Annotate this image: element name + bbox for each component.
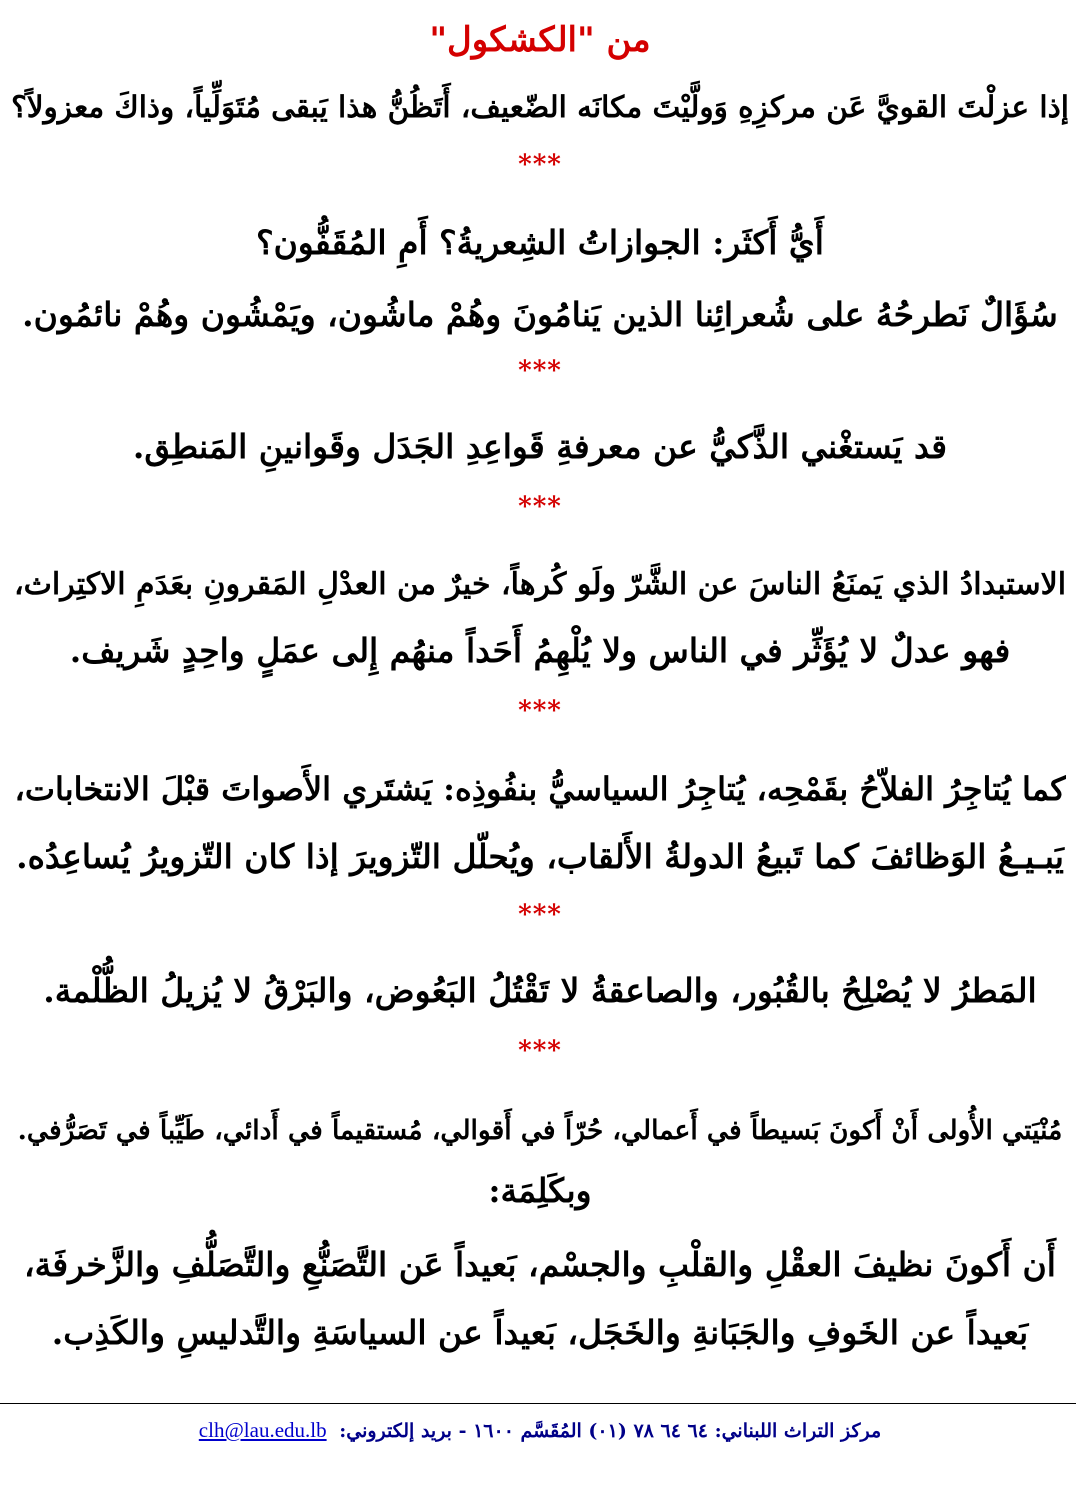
footer-email-link[interactable]: clh@lau.edu.lb <box>198 1418 327 1442</box>
paragraph-7-line-2: وبكَلِمَة: <box>488 1171 592 1210</box>
paragraph-3-line-1: قد يَستغْني الذَّكيُّ عن معرفةِ قَواعِدِ الجَدَل وقَوانينِ المَنطِق. <box>132 427 948 466</box>
footer <box>0 1414 1080 1447</box>
paragraph-2-line-2: سُؤَالٌ نَطرحُهُ على شُعرائِنا الذين يَنامُونَ وهُمْ ماشُون، ويَمْشُون وهُمْ نائمُون. <box>22 295 1058 334</box>
paragraph-5-line-1: كما يُتاجِرُ الفلاّحُ بقَمْحِه، يُتاجِرُ السياسيُّ بنفُوذِه: يَشتَري الأَصواتَ قبْلَ الانتخابات، <box>14 770 1066 808</box>
paragraph-4-line-2: فهو عدلٌ لا يُؤَثِّر في الناس ولا يُلْهِمُ أَحَداً منهُم إِلى عمَلٍ واحِدٍ شَريف. <box>69 631 1011 670</box>
paragraph-7-line-4: بَعيداً عن الخَوفِ والجَبَانةِ والخَجَل، بَعيداً عن السياسَةِ والتَّدليسِ والكَذِب. <box>51 1313 1029 1352</box>
paragraph-6-line-1: المَطرُ لا يُصْلِحُ بالقُبُور، والصاعقةُ لا تَقْتُلُ البَعُوض، والبَرْقُ لا يُزيلُ الظُّلْمة. <box>43 971 1037 1010</box>
separator-2: *** <box>518 356 562 386</box>
paragraph-1-line-1: إذا عزلْتَ القويَّ عَن مركزِهِ وَولَّيْتَ مكانَه الضّعيف، أَتَظُنُّ هذا يَبقى مُتَوَلِّياً، وذاكَ معزولاً؟ <box>11 89 1069 124</box>
paragraph-4-line-1: الاستبدادُ الذي يَمنَعُ الناسَ عن الشَّرّ ولَو كُرهاً، خيرٌ من العدْلِ المَقرونِ بعَدَمِ الاكتِراث، <box>13 567 1067 602</box>
separator-5: *** <box>518 900 562 930</box>
separator-4: *** <box>518 696 562 726</box>
footer-contact-text: مركز التراث اللبناني: ٦٤ ٦٤ ٧٨ (٠١) المُقَسَّم ١٦٠٠ - بريد إلكتروني: <box>339 1420 882 1442</box>
separator-3: *** <box>518 492 562 522</box>
document-title: من "الكشكول" <box>429 20 651 60</box>
paragraph-7-line-1: مُنْيَتي الأُولى أَنْ أَكونَ بَسيطاً في أَعمالي، حُرّاً في أَقوالي، مُستقيماً في أَدائي، طَيِّباً في تَصَرُّفي. <box>17 1115 1063 1146</box>
paragraph-7-line-3: أَن أَكونَ نظيفَ العقْلِ والقلْبِ والجسْم، بَعيداً عَن التَّصَنُّعِ والتَّصَلُّفِ والزَّخرفَة، <box>24 1245 1056 1284</box>
separator-6: *** <box>518 1036 562 1066</box>
footer-divider <box>0 1403 1076 1404</box>
paragraph-5-line-2: يَبـيـعُ الوَظائفَ كما تَبيعُ الدولةُ الأَلقاب، ويُحلّل التّزويرَ إذا كان التّزويرُ يُساعِدُه. <box>16 837 1064 876</box>
paragraph-2-line-1: أَيُّ أَكثَر: الجوازاتُ الشِعريةُ؟ أَمِ المُقَفُّون؟ <box>256 223 824 262</box>
separator-1: *** <box>518 150 562 180</box>
